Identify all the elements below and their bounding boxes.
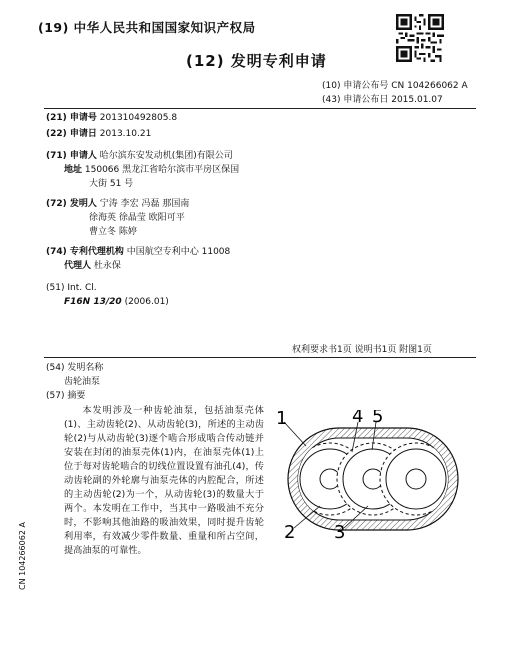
agency-row (46, 246, 230, 258)
inventors-row (46, 198, 189, 210)
publication-date: 2015.01.07 (391, 95, 443, 105)
address-label: 地址 (64, 165, 83, 175)
address-line-1: 150066 黑龙江省哈尔滨市平房区保国 (84, 165, 240, 175)
publication-number-label: (10) 申请公布号 (322, 81, 389, 91)
publication-date-row (322, 94, 443, 106)
page-count-summary: 权利要求书1页 说明书1页 附图1页 (292, 345, 432, 355)
intcl-code: F16N 13/20 (64, 297, 122, 307)
figure-label-3: 3 (334, 522, 346, 540)
application-date: 2013.10.21 (99, 129, 152, 139)
agent-row (64, 260, 121, 272)
agency-label: (74) 专利代理机构 (46, 247, 124, 257)
intcl-label: (51) Int. Cl. (46, 283, 97, 293)
applicant-name: 哈尔滨东安发动机(集团)有限公司 (99, 151, 233, 161)
inventors-line-1: 宁涛 李宏 冯磊 那国南 (99, 199, 190, 209)
gear-pump-figure (272, 410, 474, 540)
figure-label-5: 5 (372, 410, 384, 427)
publication-number-row (322, 80, 468, 92)
publication-date-label: (43) 申请公布日 (322, 95, 389, 105)
address-row (64, 164, 239, 176)
application-number-row (46, 112, 177, 124)
figure-label-4: 4 (352, 410, 364, 427)
vertical-publication-id: CN 104266062 A (18, 522, 27, 590)
gear-pump-drawing (272, 410, 474, 540)
address-line-2: 大街 51 号 (89, 179, 134, 189)
intcl-row (64, 296, 169, 308)
qr-code-icon (396, 14, 444, 62)
title-label: (54) 发明名称 (46, 363, 104, 373)
document-type: (12) 发明专利申请 (186, 52, 327, 70)
inventors-line-3: 曹立冬 陈婷 (89, 227, 137, 237)
figure-label-1: 1 (276, 410, 288, 429)
summary-divider (44, 357, 476, 358)
header-divider (44, 108, 476, 109)
abstract-label: (57) 摘要 (46, 391, 86, 401)
abstract-paragraph: 本发明涉及一种齿轮油泵，包括油泵壳体(1)、主动齿轮(2)、从动齿轮(3)，所述的主动齿轮(2)与从动齿轮(3)逐个啮合形成啮合传动链并安装在封闭的油泵壳体(1)内，在油泵壳体(1)上位于每对齿轮啮合的切线位置设置有油孔(4)，传动齿轮副的外轮廓与油泵壳体的内腔配合，所述的主动齿轮(2)为一个，从动齿轮(3)的数量大于两个。本发明在工作中，当其中一路吸油不充分时，不影响其他油路的吸油效果，同时提升齿轮利用率，有效减少零件数量、重量和所占空间，提高油泵的可靠性。 (64, 405, 264, 556)
abstract-text (64, 404, 264, 558)
agent-label: 代理人 (64, 261, 92, 271)
intcl-version: (2006.01) (124, 297, 169, 307)
inventors-label: (72) 发明人 (46, 199, 97, 209)
applicant-row (46, 150, 233, 162)
office-name: (19) 中华人民共和国国家知识产权局 (38, 20, 256, 35)
agency-name: 中国航空专利中心 11008 (126, 247, 231, 257)
invention-title: 齿轮油泵 (64, 377, 101, 387)
agent-name: 杜永保 (93, 261, 121, 271)
application-date-label: (22) 申请日 (46, 129, 97, 139)
publication-number: CN 104266062 A (391, 81, 468, 91)
application-number-label: (21) 申请号 (46, 113, 97, 123)
inventors-line-2: 徐海英 徐晶莹 欧阳可平 (89, 213, 185, 223)
figure-label-2: 2 (284, 522, 296, 540)
application-number: 201310492805.8 (99, 113, 178, 123)
applicant-label: (71) 申请人 (46, 151, 97, 161)
application-date-row (46, 128, 151, 140)
